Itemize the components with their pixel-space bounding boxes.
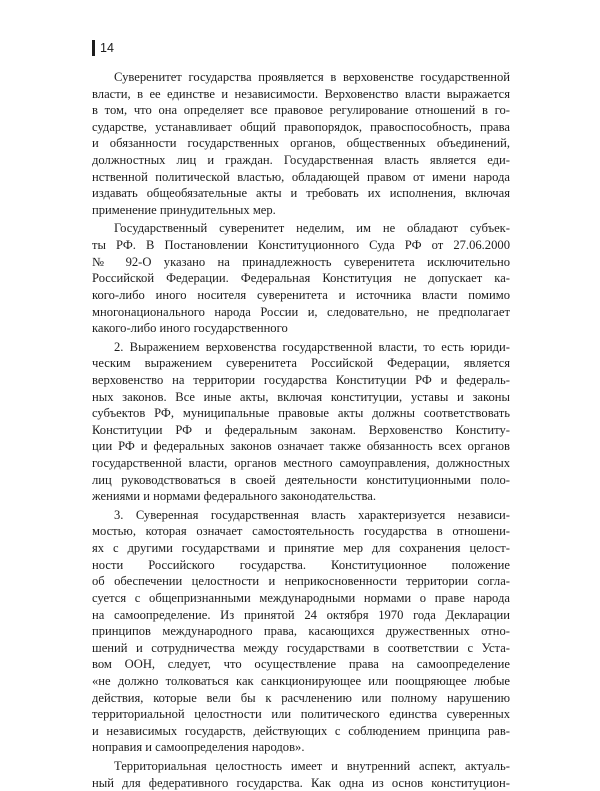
text-line: ческим выражением суверенитета Российской Федерации, является	[92, 356, 510, 371]
text-line: ных законов. Все иные акты, включая конституции, уставы и законы	[92, 389, 510, 404]
text-line: жениями и нормами федерального законодательства.	[92, 489, 376, 504]
text-line: Государственный суверенитет неделим, им не обладают субъек-	[114, 221, 510, 236]
text-line: многонационального народа России и, следовательно, не предполагает	[92, 304, 510, 319]
text-line: 3. Суверенная государственная власть характеризуется независи-	[114, 507, 510, 522]
text-line: издавать общеобязательные акты и требовать их исполнения, включая	[92, 186, 510, 201]
text-line: Территориальная целостность имеет и внутренний аспект, актуаль-	[114, 758, 510, 773]
page-number: 14	[100, 41, 114, 55]
text-line: применение принудительных мер.	[92, 202, 276, 217]
text-line: вом ООН, следует, что осуществление права на самоопределение	[92, 657, 510, 672]
body-text	[92, 69, 510, 791]
text-line: и независимых государств, действующих с соблюдением принципа рав-	[92, 723, 510, 738]
text-line: суется с общепризнанными международными нормами о праве народа	[92, 590, 510, 605]
paragraph	[92, 507, 510, 756]
text-line: сударстве, устанавливает общий правопорядок, правоспособность, права	[92, 119, 510, 134]
paragraph	[92, 69, 510, 218]
text-line: принципов международного права, касающихся дружественных отно-	[92, 624, 510, 639]
text-line: субъектов РФ, муниципальные правовые акты должны соответствовать	[92, 406, 510, 421]
text-line: Российской Федерации. Федеральная Конституция не допускает ка-	[92, 271, 510, 286]
paragraph	[92, 339, 510, 505]
text-line: и обязанности государственных органов, общественных объединений,	[92, 136, 510, 151]
text-line: в том, что она определяет все правовое регулирование отношений в го-	[92, 103, 510, 118]
text-line: ноправия и самоопределения народов».	[92, 740, 305, 755]
text-line: лиц руководствоваться в своей деятельности конституционными поло-	[92, 472, 510, 487]
text-line: территориальной целостности или политического единства суверенных	[92, 707, 510, 722]
text-line: № 92-О указано на принадлежность суверенитета исключительно	[92, 254, 510, 269]
text-line: «не должно толковаться как санкционирующее или поощряющее любые	[92, 673, 510, 688]
text-line: власти, в ее единстве и независимости. Верховенство власти выражается	[92, 86, 510, 101]
text-line: нственной политической властью, обладающей правом от имени народа	[92, 169, 510, 184]
text-line: Конституции РФ и федеральным законам. Верховенство Конститу-	[92, 422, 510, 437]
text-line: мостью, которая означает самостоятельность государства в отношени-	[92, 524, 510, 539]
paragraph	[92, 220, 510, 336]
text-line: верховенство на территории государства Конституции РФ и федераль-	[92, 372, 510, 387]
page-header	[92, 40, 114, 56]
header-marker-bar	[92, 40, 95, 56]
text-line: должностных лиц и граждан. Государственная власть является еди-	[92, 153, 510, 168]
text-line: кого-либо иного носителя суверенитета и источника власти помимо	[92, 287, 510, 302]
text-line: действия, которые вели бы к расчленению или полному нарушению	[92, 690, 510, 705]
paragraph	[92, 758, 510, 791]
text-line: на самоопределение. Из принятой 24 октября 1970 года Декларации	[92, 607, 510, 622]
text-line: ный для федеративного государства. Как одна из основ конституцион-	[92, 775, 510, 790]
text-line: какого-либо иного государственного	[92, 321, 288, 336]
text-line: ции РФ и федеральных законов означает также обязанность всех органов	[92, 439, 510, 454]
text-line: ях с другими государствами и принятие мер для сохранения целост-	[92, 541, 510, 556]
text-line: Суверенитет государства проявляется в верховенстве государственной	[114, 70, 510, 84]
text-line: государственной власти, органов местного самоуправления, должностных	[92, 456, 510, 471]
text-line: ты РФ. В Постановлении Конституционного Суда РФ от 27.06.2000	[92, 238, 510, 253]
text-line: ности Российского государства. Конституционное положение	[92, 557, 510, 572]
text-line: шений и сотрудничества между государствами в соответствии с Уста-	[92, 640, 510, 655]
text-line: 2. Выражением верховенства государственной власти, то есть юриди-	[114, 339, 510, 354]
text-line: об обеспечении целостности и неприкосновенности территории согла-	[92, 574, 510, 589]
